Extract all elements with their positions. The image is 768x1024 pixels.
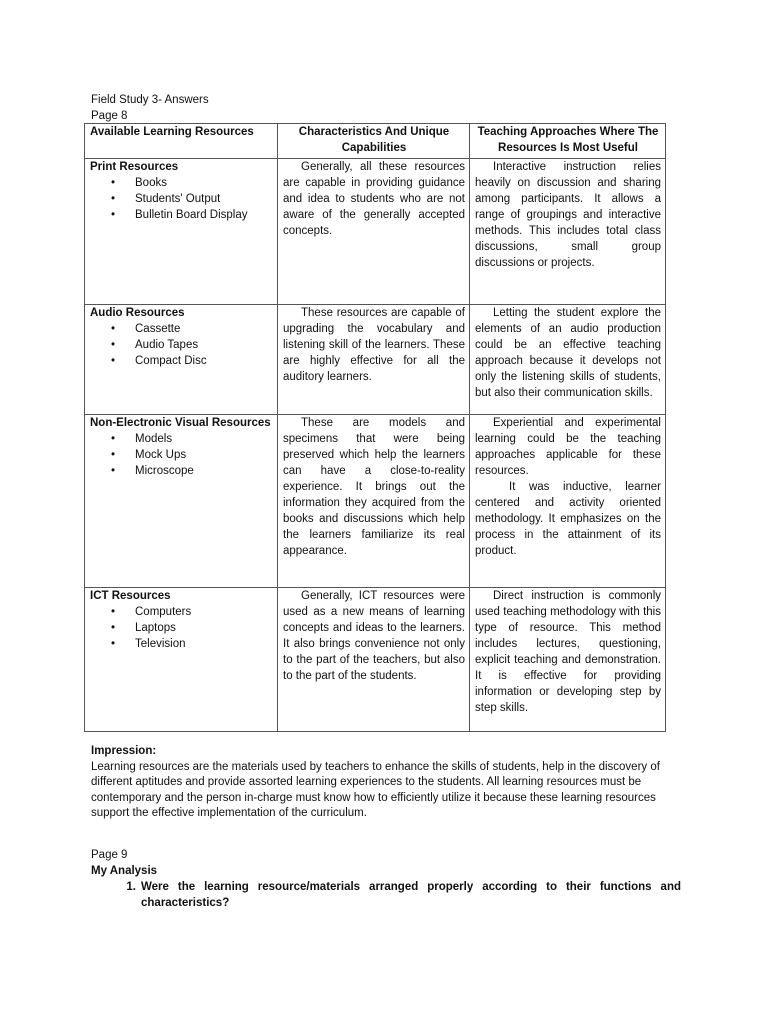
column-header: Characteristics And Unique Capabilities	[278, 124, 470, 159]
characteristics-cell	[278, 305, 470, 415]
resource-cell	[85, 588, 278, 732]
impression-heading: Impression:	[91, 745, 157, 757]
list-item: • Students' Output	[135, 191, 273, 207]
column-header: Available Learning Resources	[85, 124, 278, 159]
resource-cell	[85, 415, 278, 588]
table-header-row	[85, 124, 666, 159]
characteristics-cell	[278, 159, 470, 305]
approaches-text: Letting the student explore the elements of an audio production could be an effective teaching approach because it develops not only the listening skills of students, but also their communication skills.	[475, 307, 661, 399]
approaches-text: It was inductive, learner centered and activity oriented methodology. It emphasizes on the process in the attainment of its product.	[475, 481, 661, 557]
resource-list	[90, 175, 273, 223]
list-item: • Cassette	[135, 321, 273, 337]
list-item: • Mock Ups	[135, 447, 273, 463]
approaches-cell	[470, 415, 666, 588]
list-item: • Compact Disc	[135, 353, 273, 369]
approaches-cell	[470, 588, 666, 732]
approaches-text: Direct instruction is commonly used teaching methodology with this type of resource. This method includes lectures, questioning, explicit teaching and demonstration. It is effective for providing information or developing step by step skills.	[475, 590, 661, 714]
approaches-text: Interactive instruction relies heavily on discussion and sharing among participants. It allows a range of groupings and interactive methods. This includes total class discussions, small group discussions or projects.	[475, 161, 661, 269]
list-item: • Bulletin Board Display	[135, 207, 273, 223]
question-text: Were the learning resource/materials arranged properly according to their functions and characteristics?	[141, 881, 681, 909]
characteristics-text: These resources are capable of upgrading the vocabulary and listening skill of the learners. These are highly effective for all the auditory learners.	[283, 307, 465, 383]
approaches-text: Experiential and experimental learning could be the teaching approaches applicable for these resources.	[475, 417, 661, 477]
approaches-cell	[470, 305, 666, 415]
analysis-question	[91, 879, 681, 911]
list-item: • Books	[135, 175, 273, 191]
learning-resources-table	[84, 123, 666, 732]
table-row	[85, 415, 666, 588]
resource-title: Print Resources	[90, 161, 179, 173]
resource-list	[90, 321, 273, 369]
list-item: • Models	[135, 431, 273, 447]
characteristics-cell	[278, 588, 470, 732]
resource-list	[90, 431, 273, 479]
question-number: 1.	[126, 881, 136, 893]
approaches-cell	[470, 159, 666, 305]
impression-text: Learning resources are the materials used by teachers to enhance the skills of students, help in the discovery of different aptitudes and provide assorted learning experiences to the students. All learning resources must be contemporary and the person in-charge must know how to efficiently utilize it because these learning resources support the effective implementation of the curriculum.	[91, 760, 660, 819]
document-title: Field Study 3- Answers	[91, 94, 209, 106]
resource-list	[90, 604, 273, 652]
table-row	[85, 159, 666, 305]
characteristics-text: Generally, all these resources are capable in providing guidance and idea to students who are not aware of the generally accepted concepts.	[283, 161, 465, 237]
resource-cell	[85, 305, 278, 415]
characteristics-cell	[278, 415, 470, 588]
resource-title: ICT Resources	[90, 590, 171, 602]
page-number: Page 8	[91, 110, 128, 122]
resource-title: Non-Electronic Visual Resources	[90, 417, 271, 429]
list-item: • Laptops	[135, 620, 273, 636]
resource-cell	[85, 159, 278, 305]
characteristics-text: Generally, ICT resources were used as a new means of learning concepts and ideas to the learners. It also brings convenience not only to the part of the teachers, but also to the part of the students.	[283, 590, 465, 682]
analysis-heading: My Analysis	[91, 865, 158, 877]
list-item: • Audio Tapes	[135, 337, 273, 353]
list-item: • Computers	[135, 604, 273, 620]
page-number: Page 9	[91, 849, 128, 861]
list-item: • Microscope	[135, 463, 273, 479]
table-row	[85, 588, 666, 732]
resource-title: Audio Resources	[90, 307, 185, 319]
column-header: Teaching Approaches Where The Resources Is Most Useful	[470, 124, 666, 159]
characteristics-text: These are models and specimens that were being preserved which help the learners can have a close-to-reality experience. It brings out the information they acquired from the books and discussions which help the learners familiarize its real appearance.	[283, 417, 465, 557]
page-9-section	[91, 847, 681, 911]
list-item: • Television	[135, 636, 273, 652]
impression-section	[91, 744, 676, 822]
table-row	[85, 305, 666, 415]
